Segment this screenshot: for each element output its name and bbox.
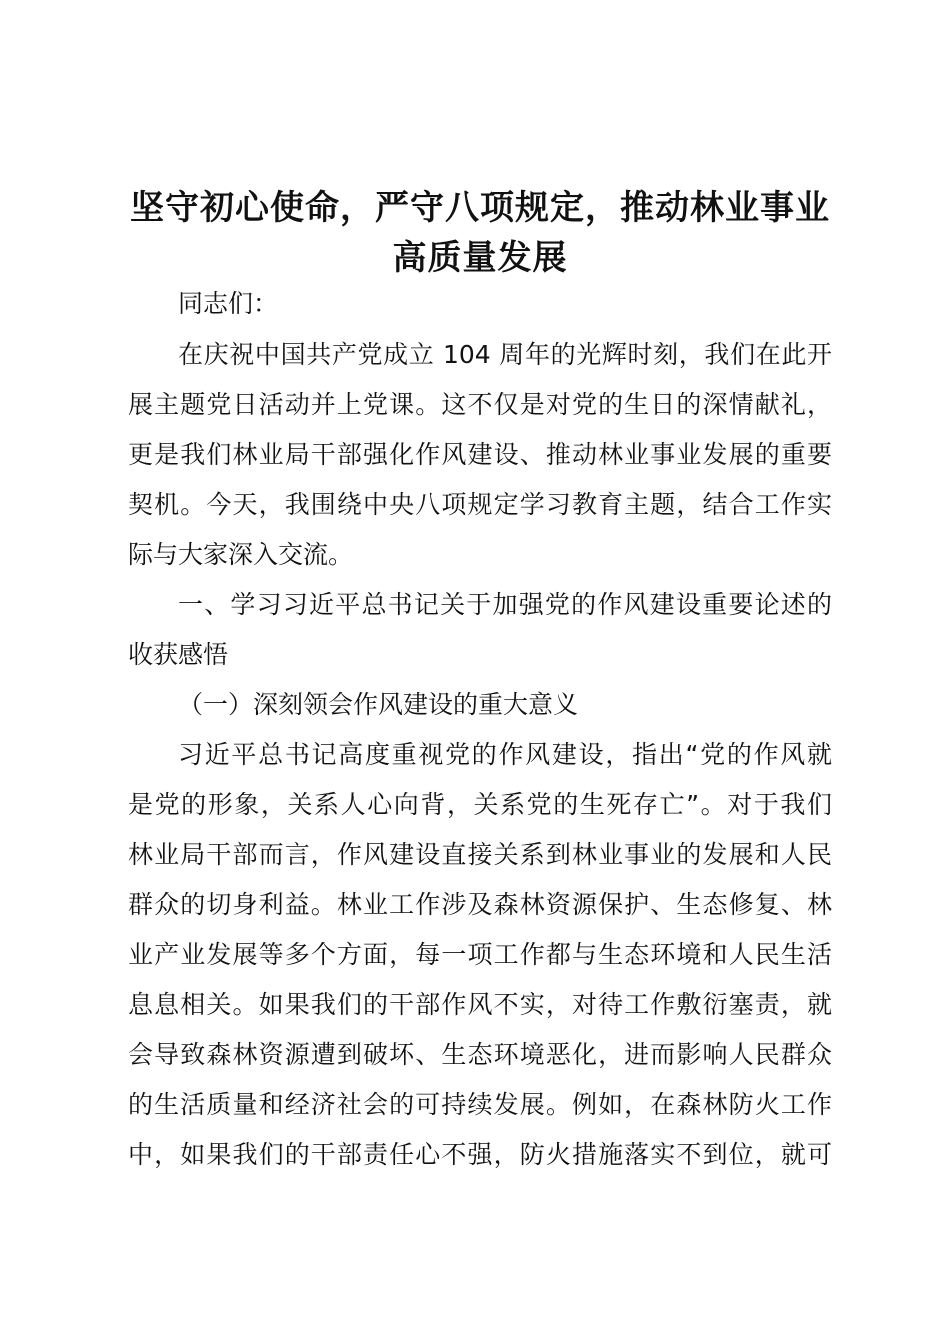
paragraph-line: 会导致森林资源遭到破坏、生态环境恶化，进而影响人民群众 — [128, 1040, 832, 1069]
paragraph-line: 中，如果我们的干部责任心不强，防火措施落实不到位，就可 — [128, 1140, 832, 1169]
subsection-heading: （一）深刻领会作风建设的重大意义 — [178, 690, 579, 719]
paragraph-line: 际与大家深入交流。 — [128, 540, 354, 569]
paragraph-line: 的生活质量和经济社会的可持续发展。例如，在森林防火工作 — [128, 1090, 832, 1119]
paragraph-line: 息息相关。如果我们的干部作风不实，对待工作敷衍塞责，就 — [128, 990, 832, 1019]
paragraph-line: 群众的切身利益。林业工作涉及森林资源保护、生态修复、林 — [128, 890, 832, 919]
paragraph-line: 是党的形象，关系人心向背，关系党的生死存亡”。对于我们 — [128, 790, 832, 819]
paragraph-line: 在庆祝中国共产党成立 104 周年的光辉时刻，我们在此开 — [178, 340, 832, 369]
paragraph-line: 契机。今天，我围绕中央八项规定学习教育主题，结合工作实 — [128, 490, 832, 519]
paragraph-line: 林业局干部而言，作风建设直接关系到林业事业的发展和人民 — [128, 840, 832, 869]
paragraph-line: 展主题党日活动并上党课。这不仅是对党的生日的深情献礼， — [128, 390, 832, 419]
paragraph-line: 业产业发展等多个方面，每一项工作都与生态环境和人民生活 — [128, 940, 832, 969]
document-title-line-1: 坚守初心使命，严守八项规定，推动林业事业 — [130, 188, 830, 228]
salutation: 同志们： — [178, 289, 279, 318]
section-heading-line: 一、学习习近平总书记关于加强党的作风建设重要论述的 — [178, 590, 832, 619]
paragraph-line: 更是我们林业局干部强化作风建设、推动林业事业发展的重要 — [128, 440, 832, 469]
paragraph-line: 习近平总书记高度重视党的作风建设，指出“党的作风就 — [178, 740, 832, 769]
section-heading-line: 收获感悟 — [128, 640, 229, 669]
document-title-line-2: 高质量发展 — [392, 238, 568, 278]
